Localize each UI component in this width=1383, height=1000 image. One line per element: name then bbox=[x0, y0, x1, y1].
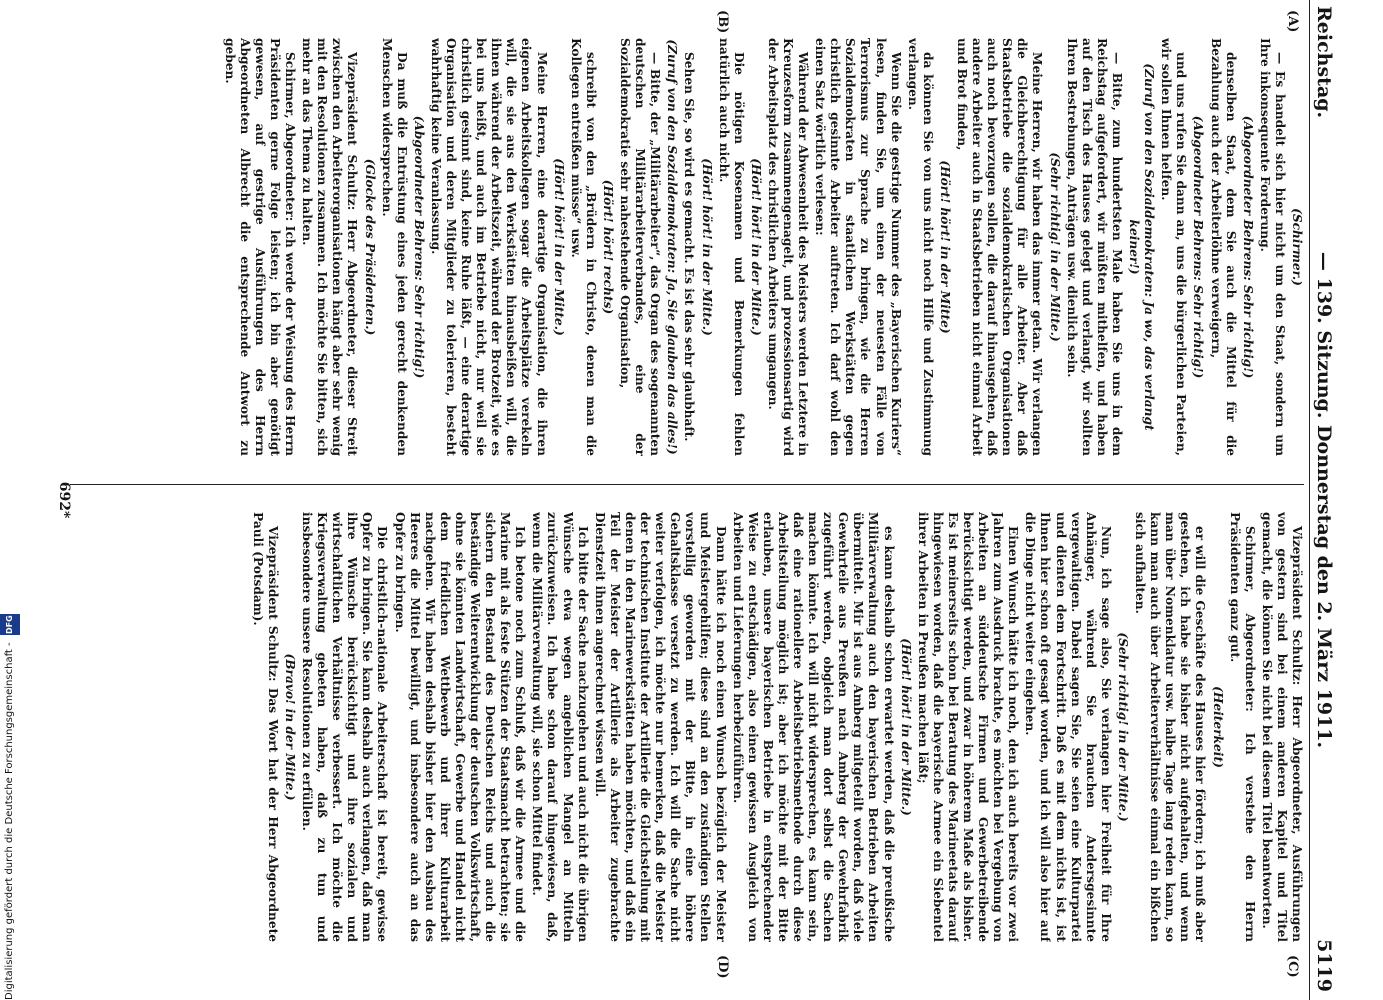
paragraph: Dann hätte ich noch einen Wunsch bezüglich der Meister und Meistergehilfen; diese sind an den zuständigen Stellen vorstellig geworden mit der Bitte, in eine höhere Gehaltsklasse versetzt zu werden. Ich will die Sache nicht weiter verfolgen, ich möchte nur bemerken, daß die Meister der technischen Institute der Artillerie die Gleichstellung mit denen in den Marinewerkstätten haben möchten, und daß ein Teil der Meister der Artillerie als Arbeiter zugebrachte Dienstzeit ihnen angerechnet wissen will. bbox=[592, 512, 728, 942]
paragraph: (Heiterkeit) bbox=[1210, 686, 1225, 768]
paragraph: (Bravo! in der Mitte.) bbox=[282, 653, 297, 801]
paragraph: schreibt von den „Brüdern in Christo, denen man die Kollegen entreißen müsse“ usw. bbox=[568, 38, 598, 456]
paragraph: und uns rufen Sie dann an, uns die bürgerlichen Parteien, wir sollen Ihnen helfen. bbox=[1159, 38, 1189, 456]
column-divider bbox=[70, 484, 1304, 485]
paragraph: (Sehr richtig! in der Mitte.) bbox=[1047, 152, 1062, 342]
paragraph: — Bitte, der „Militärarbeiter“, das Organ des sogenannten deutschen Militärarbeiterverbandes, eine der Sozialdemokratie sehr nahestehende Organisation, bbox=[618, 38, 663, 456]
paragraph: (Schirmer.) bbox=[1290, 208, 1304, 286]
paragraph: Da muß die Entrüstung eines jeden gerecht denkenden Menschen widersprechen. bbox=[379, 38, 409, 456]
paragraph: — Es handelt sich hier nicht um den Staat, sondern um Ihre inkonsequente Forderung. bbox=[1257, 38, 1287, 456]
paragraph: (Hört! hört! in der Mitte.) bbox=[551, 158, 566, 336]
paragraph: Ich betone noch zum Schluß, daß wir die Armee und die Marine mit als feste Stützen der Staatsmacht betrachten; sie sichern den Bestand des Deutschen Reichs und auch die beständige Weiterentwicklung der deutschen Volkswirtschaft, ohne sie könnten Landwirtschaft, Gewerbe und Handel nicht dem friedlichen Wettbewerb und ihrer Kulturarbeit nachgehen. Wir haben deshalb bisher hier den Ausbau des Heeres die Mittel bewilligt, und insbesondere auch an das Opfer zu bringen. bbox=[392, 512, 528, 942]
right-column bbox=[80, 512, 1304, 942]
paragraph: Meine Herren, wir haben das immer getan. Wir verlangen die Gleichberechtigung für alle Arbeiter. Aber daß Staatsbetriebe die sozialdemokratischen Organisationen auch noch bevorzugen sollen, die darauf hinausgehen, daß andere Arbeiter auch in Staatsbetrieben nicht einmal Arbeit und Brot finden, bbox=[955, 38, 1045, 456]
paragraph: Vizepräsident Schultz: Herr Abgeordneter, dieser Streit zwischen den Arbeiterorganisationen hängt aber sehr wenig mit den Resolutionen zusammen. Ich möchte Sie bitten, sich mehr an das Thema zu halten. bbox=[300, 38, 360, 456]
digitization-credit bbox=[0, 590, 16, 1000]
paragraph: Vizepräsident Schultz: Herr Abgeordneter, Ausführungen von gestern sind bei einem anderen Kapitel und Titel gemacht, die können Sie nicht bei diesem Titel beantworten. bbox=[1259, 512, 1304, 942]
header-center: — 139. Sitzung. Donnerstag den 2. März 1911. bbox=[1313, 251, 1335, 749]
header-left: Reichstag. bbox=[1313, 6, 1335, 119]
paragraph: Schirmer, Abgeordneter: Ich werde der Weisung des Herrn Präsidenten gerne Folge leisten; ich bin aber genötigt gewesen, auf gestrige Ausführungen des Herrn Abgeordneten Albrecht die entsprechende Antwort zu geben. bbox=[222, 38, 298, 456]
paragraph: (Glocke des Präsidenten.) bbox=[362, 158, 377, 336]
paragraph: (Zuruf von den Sozialdemokraten: Ja wo, das verlangt keiner!) bbox=[1127, 63, 1157, 431]
paragraph: (Hört! hört! rechts) bbox=[600, 179, 615, 315]
paragraph: (Hört! hört! in der Mitte.) bbox=[748, 158, 763, 336]
paragraph: (Hört! hört! in der Mitte.) bbox=[898, 638, 913, 816]
paragraph: Die christlich-nationale Arbeiterschaft ist bereit, gewisse Opfer zu bringen. Sie kann deshalb auch verlangen, daß man ihre Wünsche berücksichtigt und ihre sozialen und wirtschaftlichen Verhältnisse verbessert. Ich möchte die Kriegsverwaltung gebeten haben, daß zu tun und insbesondere unsere Resolutionen zu erfüllen. bbox=[300, 512, 390, 942]
paragraph: (Abgeordneter Behrens: Sehr richtig!) bbox=[1240, 115, 1255, 379]
margin-mark-c: (C) bbox=[1285, 955, 1300, 978]
margin-mark-a: (A) bbox=[1285, 10, 1300, 33]
paragraph: Einen Wunsch hätte ich noch, den ich auch bereits vor zwei Jahren zum Ausdruck brachte, es möchten bei Vergebung von Arbeiten an süddeutsche Firmen und Gewerbetreibende berücksichtigt werden, und zwar in höherem Maße als bisher. Es ist meinerseits schon bei Beratung des Marineetats darauf hingewiesen worden, daß die bayerische Armee ein Siebentel ihrer Arbeiten in Preußen machen läßt; bbox=[915, 512, 1021, 942]
page-header bbox=[1309, 0, 1336, 1000]
paragraph: Während der Abwesenheit des Meisters werden Letztere in Kreuzesform zusammengenagelt, und prozessionsartig wird der Arbeitsplatz des christlichen Arbeiters umgangen. bbox=[765, 38, 811, 456]
left-column bbox=[80, 38, 1304, 456]
paragraph: (Zuruf von den Sozialdemokraten: Ja, Sie glauben das alles!) bbox=[665, 39, 680, 455]
paragraph: Schirmer, Abgeordneter: Ich verstehe den Herrn Präsidenten ganz gut. bbox=[1227, 512, 1257, 942]
paragraph: denselben Staat, dem Sie auch die Mittel für die Bezahlung auch der Arbeiterlöhne verweigern, bbox=[1208, 38, 1238, 456]
paragraph: er will die Geschäfte des Hauses hier fördern; ich muß aber gestehen, ich habe sie bisher nicht aufgehalten, und wenn man über Nomenklatur usw. halbe Tage lang reden kann, so kann man auch über Arbeiterverhältnisse einmal ein bißchen sich aufhalten. bbox=[1133, 512, 1208, 942]
paragraph: Sehen Sie, so wird es gemacht. Es ist das sehr glaubhaft. bbox=[682, 52, 697, 442]
paragraph: Ich bitte der Sache nachzugehen und auch nicht die übrigen Wünsche etwa wegen angeblichen Mangel an Mitteln zurückzuweisen. Ich habe schon darauf hingewiesen, daß, wenn die Militärverwaltung will, sie schon Mittel findet. bbox=[530, 512, 590, 942]
paragraph: Die nötigen Kosenamen und Bemerkungen fehlen natürlich auch nicht. bbox=[716, 38, 746, 456]
paragraph: Meine Herren, eine derartige Organisation, die ihren eigenen Arbeitskollegen sogar die Arbeitsplätze verekeln will, die sie aus den Werkstätten hinausbeißen will, die ihnen während der Arbeitszeit, während der Brotzeit, wie es bei uns heißt, und auch im Betriebe nicht, nur weil sie christlich gesinnt sind, keine Ruhe läßt, — eine derartige Organisation und deren Mitglieder zu tolerieren, besteht wahrhaftig keine Veranlassung. bbox=[428, 38, 549, 456]
paragraph: da können Sie von uns nicht noch Hilfe und Zustimmung verlangen. bbox=[905, 38, 935, 456]
paragraph: es kann deshalb schon erwartet werden, daß die preußische Militärverwaltung auch den bayerischen Betrieben Arbeiten übermittelt. Mir ist aus Amberg mitgeteilt worden, daß viele Gewehrteile aus Preußen nach Amberg der Gewehrfabrik zugeführt werden, obgleich man dort selbst die Sachen machen könnte. Ich will nicht widersprechen, es kann sein, daß eine rationellere Arbeitsbetriebsmethode durch diese Arbeitsteilung möglich ist; aber ich möchte mit der Bitte erlauben, unsere bayerischen Betriebe in entsprechender Weise zu entschädigen, also einen gewissen Ausgleich von Arbeiten und Lieferungen herbeizuführen. bbox=[730, 512, 896, 942]
paragraph: (Abgeordneter Behrens: Sehr richtig!) bbox=[1191, 115, 1206, 379]
margin-mark-d: (D) bbox=[715, 955, 730, 979]
footer-page-number: 692* bbox=[56, 481, 72, 519]
paragraph: (Hört! hört! in der Mitte) bbox=[937, 160, 952, 334]
paragraph: Wenn Sie die gestrige Nummer des „Bayerischen Kuriers“ lesen, finden Sie, um einen der neuesten Fälle von Terrorismus zur Sprache zu bringen, wie die Herren Sozialdemokraten in staatlichen Werkstätten gegen christlich gesinnte Arbeiter auftreten. Ich darf wohl den einen Satz wörtlich verlesen: bbox=[813, 38, 903, 456]
header-page-number: 5119 bbox=[1313, 939, 1335, 992]
paragraph: (Abgeordneter Behrens: Sehr richtig!) bbox=[411, 115, 426, 379]
document-page bbox=[50, 0, 1340, 1000]
digitization-credit-text: Digitalisierung gefördert durch die Deutsche Forschungsgemeinschaft - bbox=[4, 642, 15, 1000]
paragraph: (Sehr richtig! in der Mitte.) bbox=[1115, 632, 1130, 822]
paragraph: — Bitte, zum hundertsten Male haben Sie uns in dem Reichstag aufgefordert, wir müßten mithelfen, und haben auf den Tisch des Hauses gelegt und verlangt, wir sollten Ihren Bestrebungen, Anträgen usw. dienlich sein. bbox=[1064, 38, 1124, 456]
paragraph: (Hört! hört! in der Mitte.) bbox=[699, 158, 714, 336]
margin-mark-b: (B) bbox=[715, 10, 730, 34]
paragraph: Nun, ich sage also, Sie verlangen hier Freiheit für Ihre Anhänger, während Sie brauchen Andersgesinnte vergewaltigen. Dabei sagen Sie, Sie seien eine Kulturpartei und dienten dem Fortschritt. Daß es mit dem nichts ist, ist Ihnen hier schon oft gesagt worden, und ich will also hier auf die Dinge nicht weiter eingehen. bbox=[1023, 512, 1113, 942]
dfg-logo-icon: DFG bbox=[0, 615, 20, 636]
paragraph: Vizepräsident Schultz: Das Wort hat der Herr Abgeordnete Pauli (Potsdam). bbox=[250, 512, 280, 942]
